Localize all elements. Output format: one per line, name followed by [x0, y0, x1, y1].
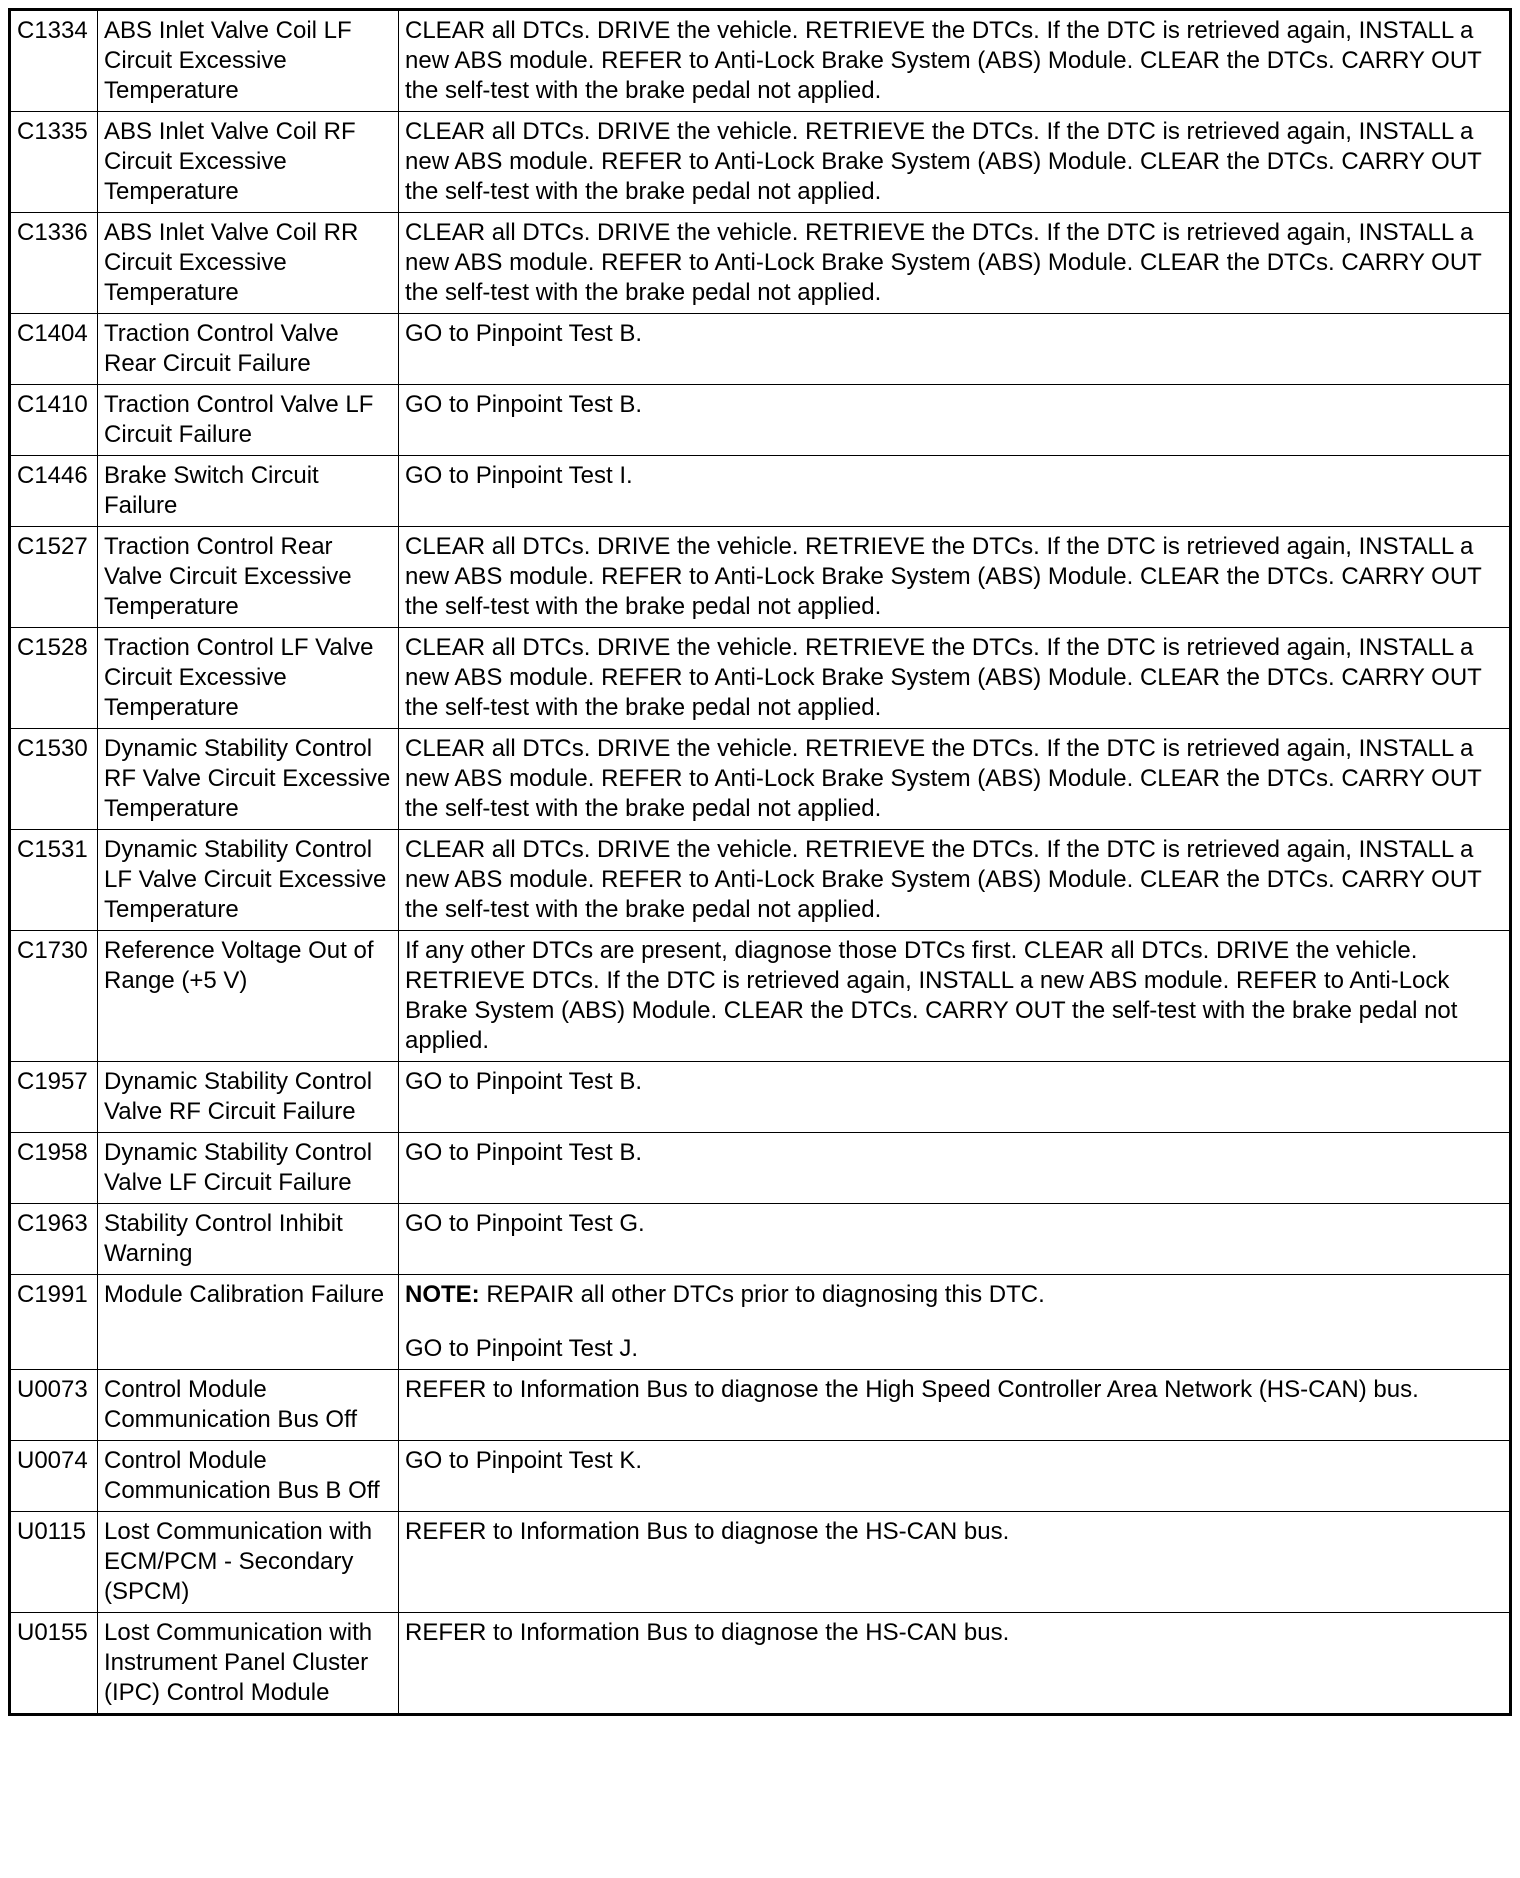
table-row [10, 1512, 1511, 1613]
table-row [10, 385, 1511, 456]
table-row [10, 1133, 1511, 1204]
table-row [10, 1062, 1511, 1133]
dtc-code: C1730 [10, 931, 98, 1062]
dtc-action: GO to Pinpoint Test B. [399, 1133, 1511, 1204]
dtc-action: CLEAR all DTCs. DRIVE the vehicle. RETRIEVE the DTCs. If the DTC is retrieved again, INSTALL a new ABS module. REFER to Anti-Lock Brake System (ABS) Module. CLEAR the DTCs. CARRY OUT the self-test with the brake pedal not applied. [399, 830, 1511, 931]
table-row [10, 1204, 1511, 1275]
dtc-code: C1334 [10, 10, 98, 112]
dtc-description: Control Module Communication Bus B Off [98, 1441, 399, 1512]
dtc-action: CLEAR all DTCs. DRIVE the vehicle. RETRIEVE the DTCs. If the DTC is retrieved again, INSTALL a new ABS module. REFER to Anti-Lock Brake System (ABS) Module. CLEAR the DTCs. CARRY OUT the self-test with the brake pedal not applied. [399, 729, 1511, 830]
dtc-code: C1963 [10, 1204, 98, 1275]
table-row [10, 1275, 1511, 1370]
dtc-code: U0115 [10, 1512, 98, 1613]
dtc-code: U0155 [10, 1613, 98, 1715]
dtc-description: Dynamic Stability Control LF Valve Circuit Excessive Temperature [98, 830, 399, 931]
dtc-code: C1991 [10, 1275, 98, 1370]
note-label: NOTE: [405, 1281, 480, 1308]
dtc-code: U0074 [10, 1441, 98, 1512]
dtc-description: Dynamic Stability Control RF Valve Circuit Excessive Temperature [98, 729, 399, 830]
dtc-description: ABS Inlet Valve Coil RR Circuit Excessive Temperature [98, 213, 399, 314]
dtc-description: Control Module Communication Bus Off [98, 1370, 399, 1441]
dtc-code: C1958 [10, 1133, 98, 1204]
dtc-table [8, 8, 1512, 1716]
table-row [10, 931, 1511, 1062]
dtc-description: Reference Voltage Out of Range (+5 V) [98, 931, 399, 1062]
table-row [10, 10, 1511, 112]
dtc-code: C1530 [10, 729, 98, 830]
dtc-description: ABS Inlet Valve Coil LF Circuit Excessive Temperature [98, 10, 399, 112]
action-text: GO to Pinpoint Test J. [405, 1335, 639, 1362]
dtc-description: Traction Control LF Valve Circuit Excessive Temperature [98, 628, 399, 729]
dtc-code: C1335 [10, 112, 98, 213]
note-text: REPAIR all other DTCs prior to diagnosing this DTC. [479, 1281, 1045, 1308]
dtc-description: Lost Communication with Instrument Panel Cluster (IPC) Control Module [98, 1613, 399, 1715]
table-row [10, 830, 1511, 931]
table-row [10, 1613, 1511, 1715]
table-row [10, 112, 1511, 213]
dtc-action: REFER to Information Bus to diagnose the HS-CAN bus. [399, 1613, 1511, 1715]
dtc-table-body [10, 10, 1511, 1715]
dtc-code: U0073 [10, 1370, 98, 1441]
dtc-description: Traction Control Valve Rear Circuit Failure [98, 314, 399, 385]
dtc-code: C1336 [10, 213, 98, 314]
note-paragraph [405, 1280, 1503, 1310]
dtc-description: Traction Control Rear Valve Circuit Excessive Temperature [98, 527, 399, 628]
dtc-code: C1531 [10, 830, 98, 931]
table-row [10, 456, 1511, 527]
table-row [10, 729, 1511, 830]
table-row [10, 527, 1511, 628]
dtc-action: GO to Pinpoint Test B. [399, 385, 1511, 456]
dtc-action: CLEAR all DTCs. DRIVE the vehicle. RETRIEVE the DTCs. If the DTC is retrieved again, INSTALL a new ABS module. REFER to Anti-Lock Brake System (ABS) Module. CLEAR the DTCs. CARRY OUT the self-test with the brake pedal not applied. [399, 527, 1511, 628]
dtc-action: CLEAR all DTCs. DRIVE the vehicle. RETRIEVE the DTCs. If the DTC is retrieved again, INSTALL a new ABS module. REFER to Anti-Lock Brake System (ABS) Module. CLEAR the DTCs. CARRY OUT the self-test with the brake pedal not applied. [399, 112, 1511, 213]
dtc-action: CLEAR all DTCs. DRIVE the vehicle. RETRIEVE the DTCs. If the DTC is retrieved again, INSTALL a new ABS module. REFER to Anti-Lock Brake System (ABS) Module. CLEAR the DTCs. CARRY OUT the self-test with the brake pedal not applied. [399, 628, 1511, 729]
dtc-action: REFER to Information Bus to diagnose the HS-CAN bus. [399, 1512, 1511, 1613]
table-row [10, 628, 1511, 729]
dtc-description: Brake Switch Circuit Failure [98, 456, 399, 527]
dtc-description: Stability Control Inhibit Warning [98, 1204, 399, 1275]
dtc-description: Dynamic Stability Control Valve LF Circuit Failure [98, 1133, 399, 1204]
dtc-action: GO to Pinpoint Test G. [399, 1204, 1511, 1275]
dtc-description: Module Calibration Failure [98, 1275, 399, 1370]
dtc-action: GO to Pinpoint Test B. [399, 314, 1511, 385]
dtc-code: C1528 [10, 628, 98, 729]
dtc-action: GO to Pinpoint Test B. [399, 1062, 1511, 1133]
table-row [10, 314, 1511, 385]
dtc-code: C1527 [10, 527, 98, 628]
dtc-action: CLEAR all DTCs. DRIVE the vehicle. RETRIEVE the DTCs. If the DTC is retrieved again, INSTALL a new ABS module. REFER to Anti-Lock Brake System (ABS) Module. CLEAR the DTCs. CARRY OUT the self-test with the brake pedal not applied. [399, 10, 1511, 112]
dtc-description: Traction Control Valve LF Circuit Failure [98, 385, 399, 456]
dtc-code: C1410 [10, 385, 98, 456]
dtc-code: C1446 [10, 456, 98, 527]
dtc-action: CLEAR all DTCs. DRIVE the vehicle. RETRIEVE the DTCs. If the DTC is retrieved again, INSTALL a new ABS module. REFER to Anti-Lock Brake System (ABS) Module. CLEAR the DTCs. CARRY OUT the self-test with the brake pedal not applied. [399, 213, 1511, 314]
dtc-action: REFER to Information Bus to diagnose the High Speed Controller Area Network (HS-CAN) bus. [399, 1370, 1511, 1441]
table-row [10, 213, 1511, 314]
dtc-action: If any other DTCs are present, diagnose those DTCs first. CLEAR all DTCs. DRIVE the vehicle. RETRIEVE DTCs. If the DTC is retrieved again, INSTALL a new ABS module. REFER to Anti-Lock Brake System (ABS) Module. CLEAR the DTCs. CARRY OUT the self-test with the brake pedal not applied. [399, 931, 1511, 1062]
table-row [10, 1441, 1511, 1512]
dtc-action: GO to Pinpoint Test I. [399, 456, 1511, 527]
dtc-description: Dynamic Stability Control Valve RF Circuit Failure [98, 1062, 399, 1133]
dtc-description: Lost Communication with ECM/PCM - Secondary (SPCM) [98, 1512, 399, 1613]
dtc-code: C1957 [10, 1062, 98, 1133]
dtc-description: ABS Inlet Valve Coil RF Circuit Excessive Temperature [98, 112, 399, 213]
table-row [10, 1370, 1511, 1441]
dtc-action [399, 1275, 1511, 1370]
dtc-action: GO to Pinpoint Test K. [399, 1441, 1511, 1512]
dtc-code: C1404 [10, 314, 98, 385]
